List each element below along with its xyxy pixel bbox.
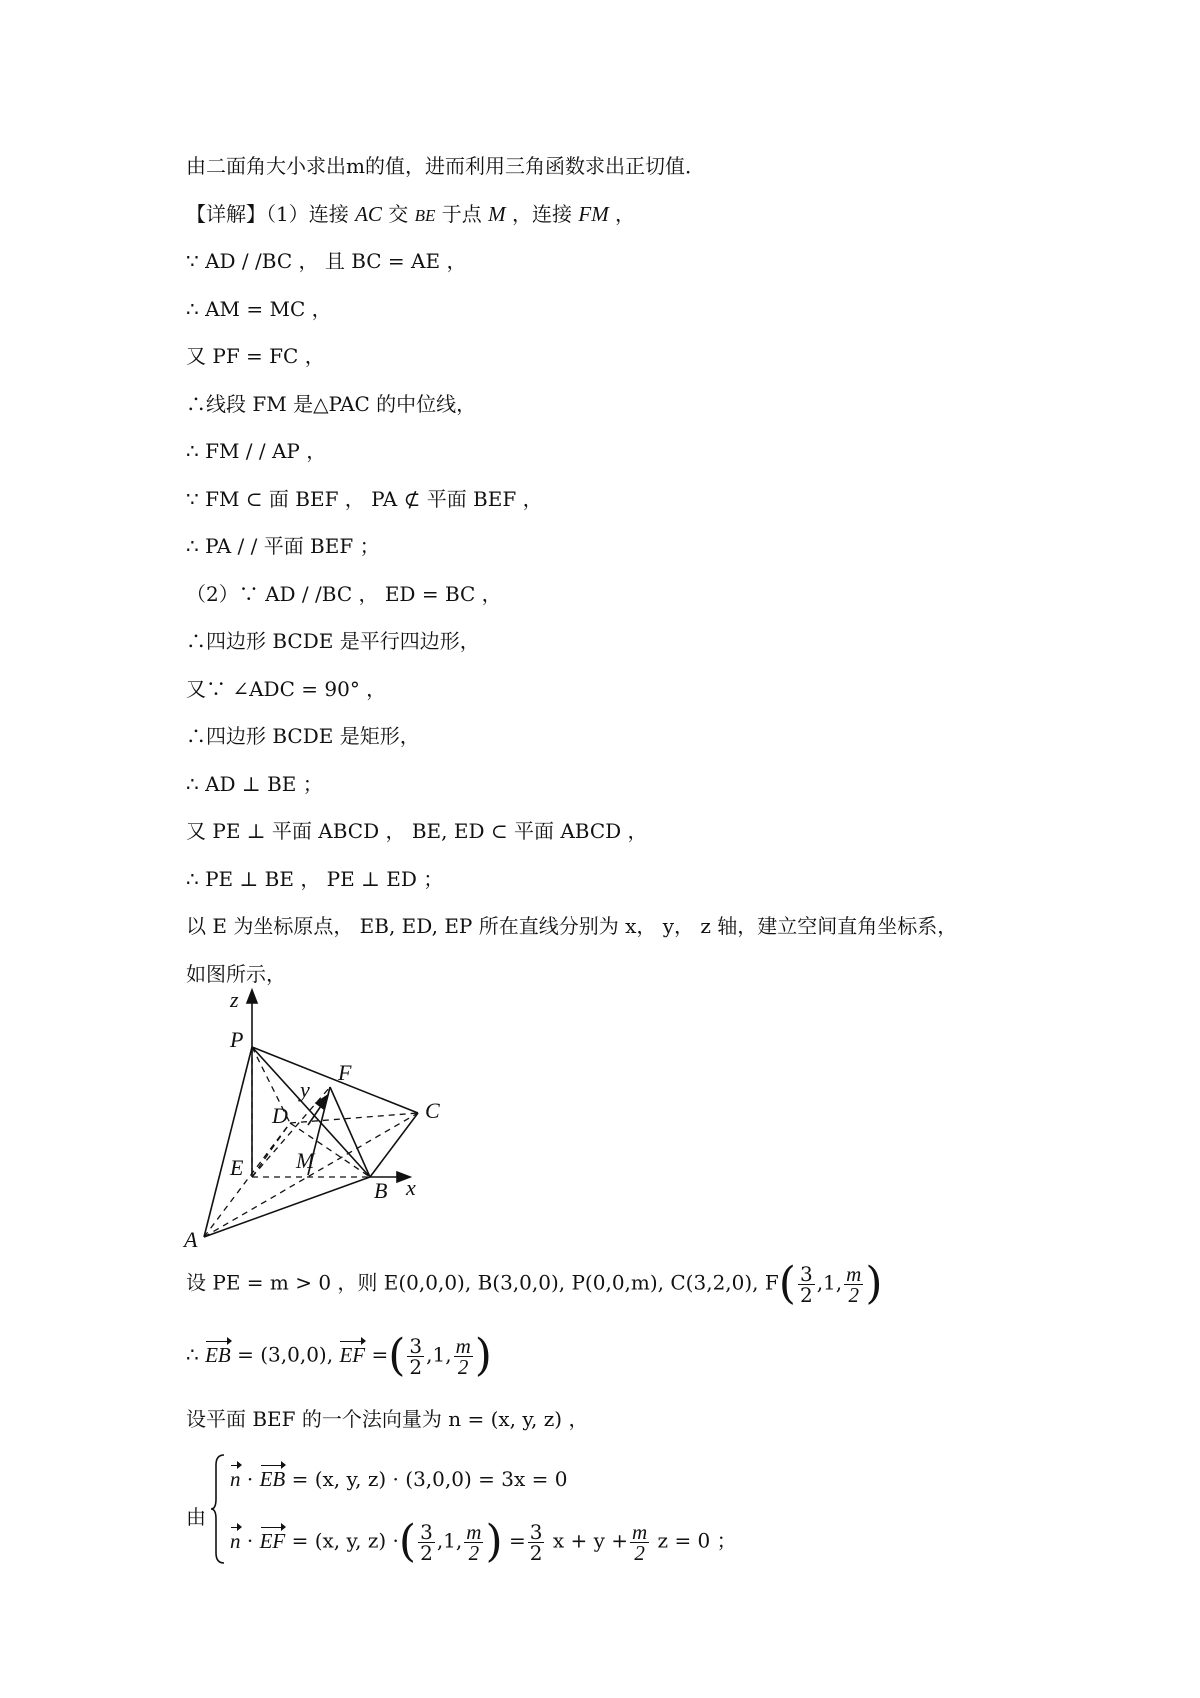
line-2 bbox=[186, 200, 635, 230]
line-21: 设平面 BEF 的一个法向量为 n = (x, y, z) ， bbox=[186, 1407, 589, 1431]
eq-you: 由 bbox=[186, 1505, 206, 1529]
vec-ef: EF bbox=[339, 1342, 366, 1367]
sep: ,1, bbox=[426, 1342, 452, 1367]
label-m: M bbox=[296, 1148, 315, 1173]
eq2-a: = (x, y, z) · bbox=[285, 1528, 399, 1553]
eq2-c: x + y + bbox=[546, 1528, 629, 1553]
label-p: P bbox=[230, 1027, 244, 1052]
coords-text: 设 PE = m > 0 ，则 E(0,0,0), B(3,0,0), P(0,0,m), C(3,2,0), F bbox=[186, 1270, 779, 1295]
eq: = bbox=[365, 1342, 389, 1367]
line-17: 以 E 为坐标原点， EB, ED, EP 所在直线分别为 x， y， z 轴，建立空间直角坐标系， bbox=[186, 914, 958, 938]
line-18: 如图所示， bbox=[186, 962, 286, 986]
lparen: ( bbox=[778, 1258, 796, 1309]
vec-n: n bbox=[230, 1528, 241, 1553]
label-y: y bbox=[300, 1077, 310, 1102]
den: 2 bbox=[468, 1540, 480, 1565]
sep: ,1, bbox=[816, 1270, 843, 1295]
lparen: ( bbox=[388, 1330, 406, 1381]
eq1-rest: = (x, y, z) · (3,0,0) = 3x = 0 bbox=[285, 1467, 568, 1491]
vec-eb: EB bbox=[205, 1342, 231, 1367]
line-6: ∴线段 FM 是△PAC 的中位线， bbox=[186, 392, 477, 416]
label-c: C bbox=[425, 1098, 440, 1123]
eq-line-1 bbox=[230, 1465, 567, 1493]
den: 2 bbox=[634, 1540, 645, 1565]
label-z: z bbox=[230, 987, 239, 1012]
den: 2 bbox=[409, 1354, 423, 1379]
eq2-b: = bbox=[502, 1528, 526, 1553]
line-10: （2）∵ AD / /BC ， ED = BC ， bbox=[186, 582, 502, 606]
num: 3 bbox=[420, 1519, 433, 1544]
num: 3 bbox=[409, 1333, 423, 1358]
seg-fm: FM bbox=[578, 202, 609, 226]
frac-m-2 bbox=[464, 1519, 483, 1565]
line-12: 又∵ ∠ADC = 90° ， bbox=[186, 677, 387, 701]
den: 2 bbox=[420, 1540, 433, 1565]
line-7: ∴ FM / / AP ， bbox=[186, 439, 327, 463]
frac-3-2 bbox=[528, 1519, 545, 1565]
den: 2 bbox=[529, 1540, 543, 1565]
pyramid-figure bbox=[180, 985, 480, 1250]
num: m bbox=[632, 1519, 648, 1544]
den: 2 bbox=[457, 1354, 469, 1379]
line-14: ∴ AD ⊥ BE ； bbox=[186, 772, 323, 796]
line-3: ∵ AD / /BC ， 且 BC = AE ， bbox=[186, 249, 467, 273]
dot: · bbox=[240, 1528, 260, 1553]
label-a: A bbox=[184, 1227, 198, 1250]
eq-line-2 bbox=[230, 1516, 737, 1567]
num: m bbox=[455, 1333, 471, 1358]
label-f: F bbox=[338, 1060, 352, 1085]
rparen: ) bbox=[485, 1516, 503, 1567]
line-4: ∴ AM = MC ， bbox=[186, 297, 332, 321]
label-d: D bbox=[272, 1103, 288, 1128]
num: 3 bbox=[529, 1519, 543, 1544]
num: m bbox=[846, 1261, 862, 1286]
seg-be: BE bbox=[414, 206, 436, 225]
vec-ef: EF bbox=[259, 1528, 286, 1553]
line-2-prefix: 【详解】（1）连接 bbox=[186, 202, 356, 226]
line-16: ∴ PE ⊥ BE ， PE ⊥ ED ； bbox=[186, 867, 444, 891]
dot: · bbox=[240, 1467, 260, 1491]
line-19 bbox=[186, 1258, 883, 1309]
lparen: ( bbox=[398, 1516, 417, 1567]
line-1: 由二面角大小求出m的值，进而利用三角函数求出正切值． bbox=[186, 154, 705, 178]
frac-m-2 bbox=[630, 1519, 649, 1565]
vec-eb: EB bbox=[259, 1467, 286, 1491]
line-8: ∵ FM ⊂ 面 BEF ， PA ⊄ 平面 BEF ， bbox=[186, 487, 543, 511]
label-x: x bbox=[406, 1175, 416, 1200]
line-11: ∴四边形 BCDE 是平行四边形， bbox=[186, 629, 480, 653]
frac-m-2 bbox=[844, 1261, 863, 1307]
line-9: ∴ PA / / 平面 BEF ； bbox=[186, 534, 380, 558]
eb-value: = (3,0,0), bbox=[230, 1342, 340, 1367]
sep: ,1, bbox=[436, 1528, 463, 1553]
line-15: 又 PE ⊥ 平面 ABCD ， BE, ED ⊂ 平面 ABCD ， bbox=[186, 819, 648, 843]
frac-3-2 bbox=[798, 1261, 815, 1307]
line-2-f: ，连接 bbox=[505, 202, 579, 226]
point-m: M bbox=[488, 202, 506, 226]
frac-m-2 bbox=[454, 1333, 473, 1379]
den: 2 bbox=[848, 1282, 859, 1307]
line-2-d: 于点 bbox=[435, 202, 489, 226]
seg-ac: AC bbox=[355, 202, 382, 226]
line-20 bbox=[186, 1330, 492, 1381]
line-5: 又 PF = FC ， bbox=[186, 344, 325, 368]
line-13: ∴四边形 BCDE 是矩形， bbox=[186, 724, 420, 748]
eq2-d: z = 0 ； bbox=[651, 1528, 737, 1553]
label-b: B bbox=[374, 1178, 388, 1203]
frac-3-2 bbox=[418, 1519, 435, 1565]
den: 2 bbox=[799, 1282, 813, 1307]
therefore: ∴ bbox=[186, 1342, 206, 1367]
line-2-b: 交 bbox=[381, 202, 415, 226]
line-2-h: ， bbox=[608, 202, 636, 226]
num: 3 bbox=[799, 1261, 813, 1286]
frac-3-2 bbox=[407, 1333, 424, 1379]
rparen: ) bbox=[865, 1258, 883, 1309]
system-brace bbox=[210, 1453, 226, 1565]
rparen: ) bbox=[474, 1330, 492, 1381]
label-e: E bbox=[230, 1155, 244, 1180]
vec-n: n bbox=[230, 1467, 241, 1491]
num: m bbox=[466, 1519, 482, 1544]
